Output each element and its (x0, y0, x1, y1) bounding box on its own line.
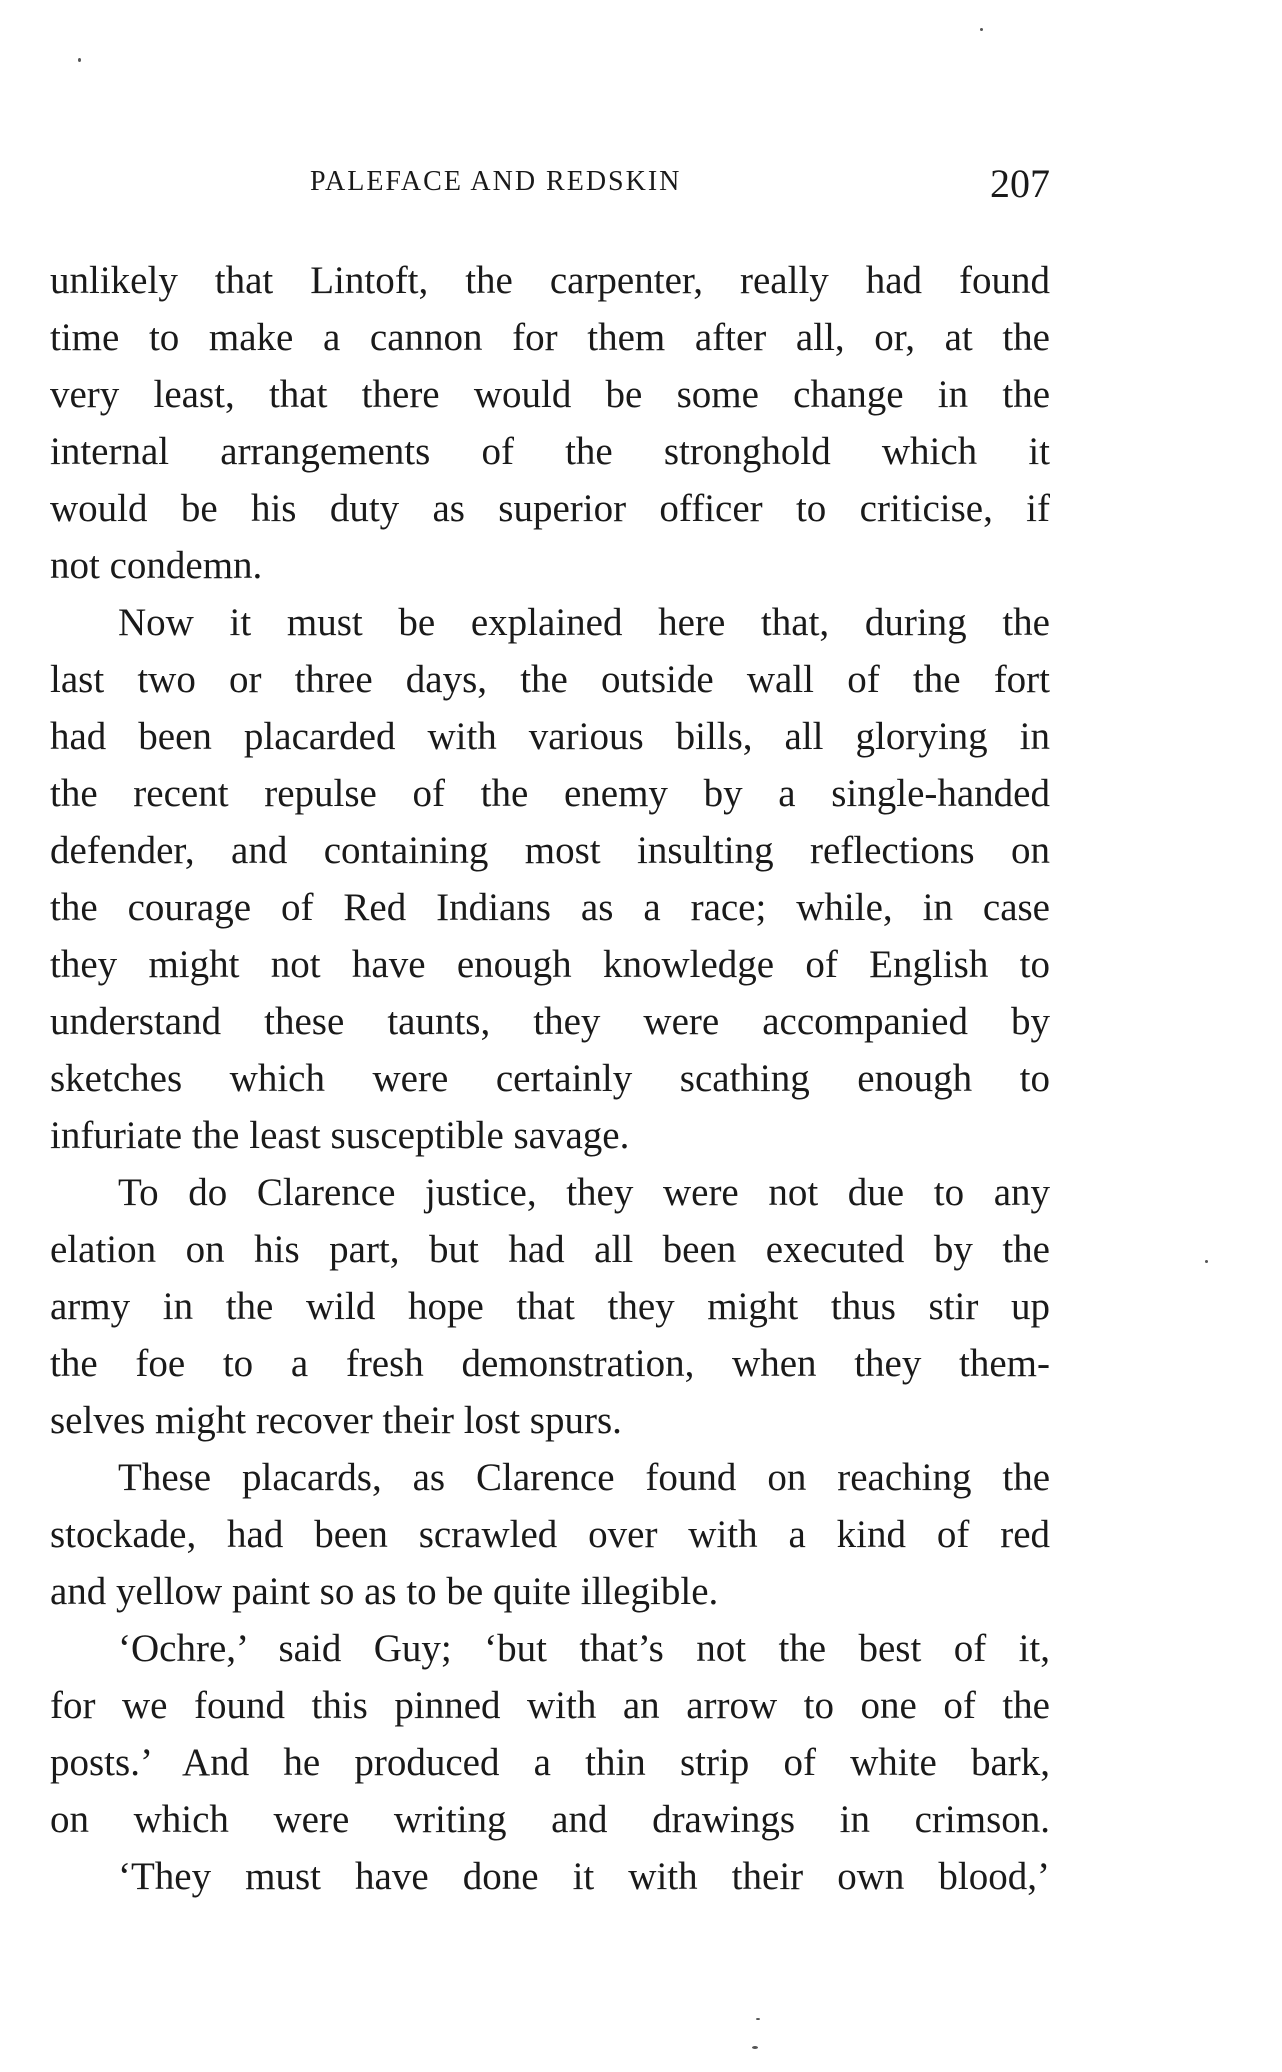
body-text (50, 252, 1050, 1905)
text-line: sketches which were certainly scathing enough to (50, 1057, 1050, 1100)
text-line: they might not have enough knowledge of English to (50, 943, 1050, 986)
page-header (50, 160, 1050, 212)
paper-speck (752, 2046, 758, 2049)
text-line: defender, and containing most insulting reflections on (50, 829, 1050, 872)
text-line: internal arrangements of the stronghold which it (50, 430, 1050, 473)
text-line: on which were writing and drawings in crimson. (50, 1798, 1050, 1841)
text-line: elation on his part, but had all been executed by the (50, 1228, 1050, 1271)
text-line: would be his duty as superior officer to criticise, if (50, 487, 1050, 530)
page-number: 207 (990, 161, 1050, 206)
text-line: the recent repulse of the enemy by a single-handed (50, 772, 1050, 815)
text-line: had been placarded with various bills, all glorying in (50, 715, 1050, 758)
paper-speck (1205, 1260, 1208, 1263)
text-line: ‘Ochre,’ said Guy; ‘but that’s not the best of it, (118, 1627, 1050, 1670)
text-line: the foe to a fresh demonstration, when they them- (50, 1342, 1050, 1385)
text-line: posts.’ And he produced a thin strip of white bark, (50, 1741, 1050, 1784)
text-line: and yellow paint so as to be quite illegible. (50, 1570, 719, 1613)
paper-speck (756, 2018, 760, 2020)
text-line: army in the wild hope that they might thus stir up (50, 1285, 1050, 1328)
text-line: time to make a cannon for them after all, or, at the (50, 316, 1050, 359)
text-line: To do Clarence justice, they were not due to any (118, 1171, 1050, 1214)
text-line: for we found this pinned with an arrow to one of the (50, 1684, 1050, 1727)
text-line: last two or three days, the outside wall of the fort (50, 658, 1050, 701)
paper-speck (980, 28, 983, 31)
text-line: selves might recover their lost spurs. (50, 1399, 622, 1442)
text-line: These placards, as Clarence found on reaching the (118, 1456, 1050, 1499)
text-line: the courage of Red Indians as a race; while, in case (50, 886, 1050, 929)
paper-speck (78, 58, 81, 62)
text-line: Now it must be explained here that, during the (118, 601, 1050, 644)
text-line: ‘They must have done it with their own blood,’ (118, 1855, 1050, 1898)
text-line: unlikely that Lintoft, the carpenter, really had found (50, 259, 1050, 302)
running-title: PALEFACE AND REDSKIN (310, 166, 682, 197)
text-line: infuriate the least susceptible savage. (50, 1114, 630, 1157)
text-line: stockade, had been scrawled over with a kind of red (50, 1513, 1050, 1556)
text-line: not condemn. (50, 544, 263, 587)
text-line: very least, that there would be some change in the (50, 373, 1050, 416)
text-line: understand these taunts, they were accompanied by (50, 1000, 1050, 1043)
